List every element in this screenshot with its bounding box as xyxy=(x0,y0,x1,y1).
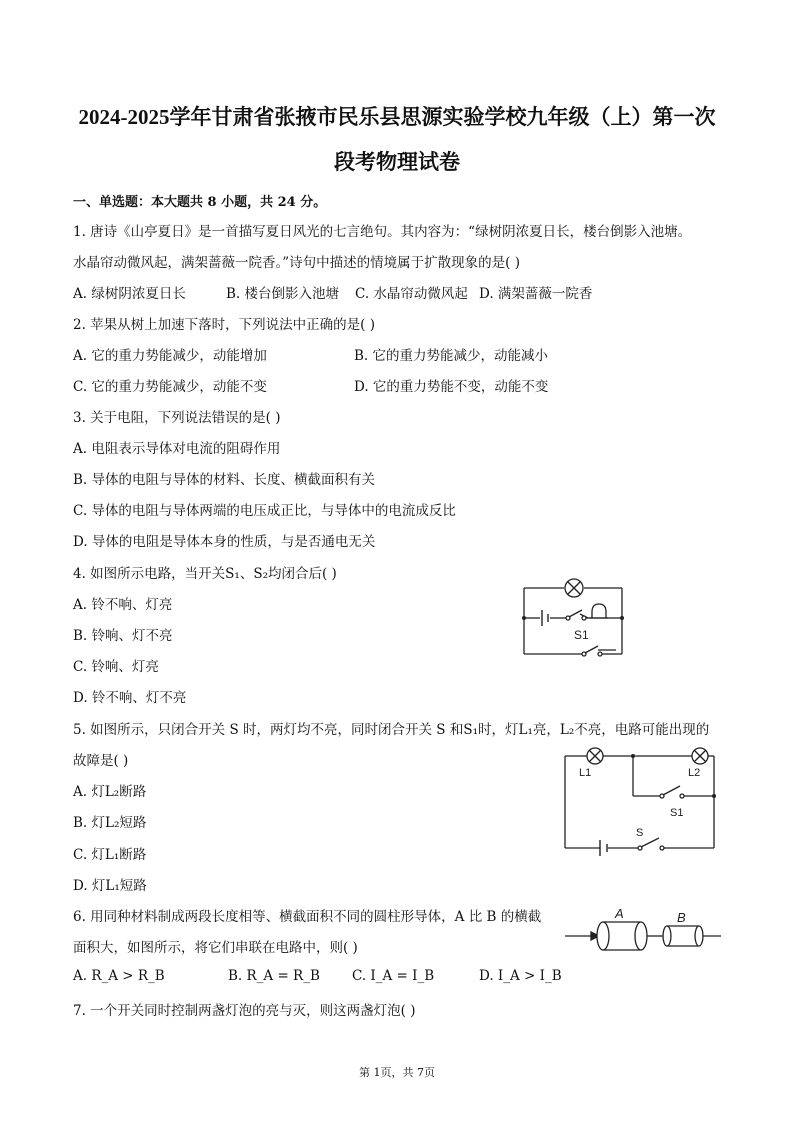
q6-option-d: D. I_A > I_B xyxy=(479,968,562,984)
q6-option-c: C. I_A = I_B xyxy=(352,968,435,984)
q1-option-a: A. 绿树阴浓夏日长 xyxy=(73,286,186,302)
q1-option-b: B. 楼台倒影入池塘 xyxy=(226,286,340,302)
q2-option-a: A. 它的重力势能减少，动能增加 xyxy=(73,348,267,364)
lamp-l2-icon xyxy=(692,748,708,764)
q1-stem-line1: 1. 唐诗《山亭夏日》是一首描写夏日风光的七言绝句。其内容为：“绿树阴浓夏日长，楼台倒影入池塘。 xyxy=(73,224,692,240)
exam-title-line2: 段考物理试卷 xyxy=(334,150,460,174)
q5-label-s1: S1 xyxy=(670,807,684,819)
q6-option-b: B. R_A = R_B xyxy=(228,968,320,984)
switch-s-icon xyxy=(638,838,664,850)
q6-stem-line2: 面积大，如图所示，将它们串联在电路中，则( ) xyxy=(73,940,358,956)
q3-stem: 3. 关于电阻，下列说法错误的是( ) xyxy=(73,410,281,426)
q5-label-l1: L1 xyxy=(579,767,592,779)
q3-option-c: C. 导体的电阻与导体两端的电压成正比，与导体中的电流成反比 xyxy=(73,503,456,519)
q6-option-a: A. R_A > R_B xyxy=(73,968,165,984)
q5-option-b: B. 灯L₂短路 xyxy=(73,815,147,831)
q5-option-a: A. 灯L₂断路 xyxy=(73,784,147,800)
switch-icon xyxy=(582,646,616,656)
q5-stem-line2: 故障是( ) xyxy=(73,753,129,769)
q5-stem-line1: 5. 如图所示，只闭合开关 S 时，两灯均不亮，同时闭合开关 S 和S₁时，灯L₁亮，L₂不亮，电路可能出现的 xyxy=(73,722,710,738)
q4-circuit-diagram xyxy=(518,574,628,660)
q1-stem-line2: 水晶帘动微风起，满架蔷薇一院香。”诗句中描述的情境属于扩散现象的是( ) xyxy=(73,255,520,271)
switch-s1-icon xyxy=(660,786,684,798)
q4-option-a: A. 铃不响、灯亮 xyxy=(73,597,173,613)
q2-option-d: D. 它的重力势能不变，动能不变 xyxy=(354,379,549,395)
switch-icon xyxy=(566,610,592,620)
q1-option-d: D. 满架蔷薇一院香 xyxy=(479,286,593,302)
q5-option-c: C. 灯L₁断路 xyxy=(73,847,147,863)
exam-title-line1: 2024-2025学年甘肃省张掖市民乐县思源实验学校九年级（上）第一次 xyxy=(78,105,716,129)
bell-icon xyxy=(590,604,608,618)
q5-circuit-diagram xyxy=(560,740,722,860)
q2-option-b: B. 它的重力势能减少，动能减小 xyxy=(354,348,549,364)
page-footer: 第 1页，共 7页 xyxy=(359,1066,435,1079)
q3-option-d: D. 导体的电阻是导体本身的性质，与是否通电无关 xyxy=(73,534,376,550)
q3-option-b: B. 导体的电阻与导体的材料、长度、横截面积有关 xyxy=(73,472,376,488)
q6-label-a: A xyxy=(615,906,624,921)
q4-stem: 4. 如图所示电路，当开关S₁、S₂均闭合后( ) xyxy=(73,566,337,582)
battery-icon xyxy=(542,610,548,626)
q5-option-d: D. 灯L₁短路 xyxy=(73,878,147,894)
q4-option-b: B. 铃响、灯不亮 xyxy=(73,628,173,644)
q2-option-c: C. 它的重力势能减少，动能不变 xyxy=(73,379,267,395)
q1-option-c: C. 水晶帘动微风起 xyxy=(355,286,468,302)
q4-option-d: D. 铃不响、灯不亮 xyxy=(73,690,187,706)
q2-stem: 2. 苹果从树上加速下落时，下列说法中正确的是( ) xyxy=(73,317,375,333)
lamp-icon xyxy=(565,579,583,597)
q7-stem: 7. 一个开关同时控制两盏灯泡的亮与灭，则这两盏灯泡( ) xyxy=(73,1003,416,1019)
battery-icon xyxy=(600,840,607,856)
q3-option-a: A. 电阻表示导体对电流的阻碍作用 xyxy=(73,441,281,457)
q6-conductor-diagram xyxy=(563,904,723,960)
q5-label-s: S xyxy=(636,827,644,839)
lamp-l1-icon xyxy=(587,748,603,764)
q6-stem-line1: 6. 用同种材料制成两段长度相等、横截面积不同的圆柱形导体，A 比 B 的横截 xyxy=(73,909,542,925)
q5-label-l2: L2 xyxy=(688,767,701,779)
section-heading: 一、单选题：本大题共 8 小题，共 24 分。 xyxy=(73,195,327,210)
q6-label-b: B xyxy=(677,910,686,925)
q4-figure-label-s1: S1 xyxy=(574,628,589,642)
q4-option-c: C. 铃响、灯亮 xyxy=(73,659,159,675)
